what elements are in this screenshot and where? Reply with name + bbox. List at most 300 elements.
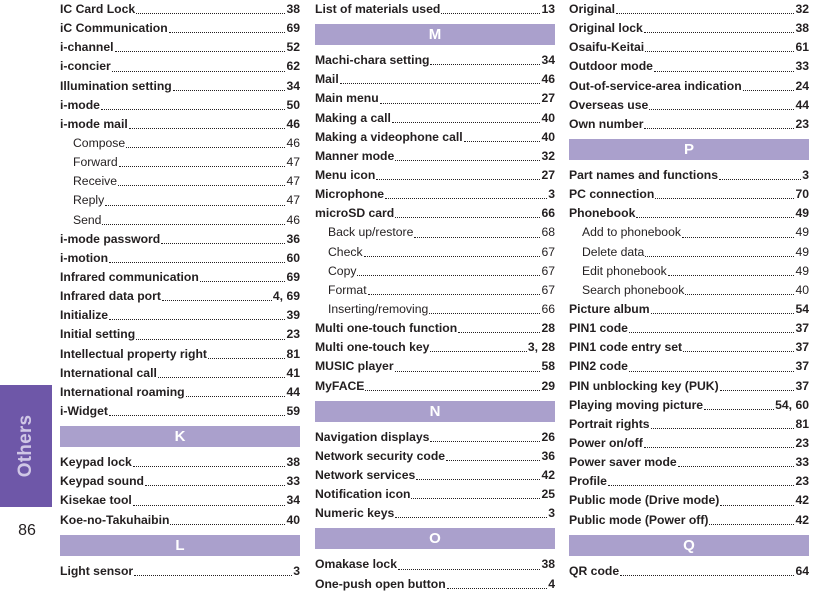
entry-term: i-mode [60, 97, 100, 112]
entry-page-ref: 67 [541, 282, 555, 297]
index-entry[interactable] [569, 19, 809, 38]
entry-term: i-mode password [60, 231, 161, 246]
entry-page-ref: 46 [286, 116, 300, 131]
entry-term: Multi one-touch function [315, 321, 458, 336]
index-entry[interactable] [569, 300, 809, 319]
entry-page-ref: 37 [795, 378, 809, 393]
index-entry[interactable] [315, 466, 555, 485]
dot-leader [119, 166, 286, 167]
dot-leader [430, 351, 526, 352]
entry-page-ref: 50 [286, 97, 300, 112]
entry-term: Check [328, 244, 363, 259]
dot-leader [655, 198, 794, 199]
entry-term: iC Communication [60, 21, 168, 36]
dot-leader [364, 256, 541, 257]
entry-term: PC connection [569, 187, 655, 202]
index-column-2 [315, 0, 555, 594]
dot-leader [385, 198, 547, 199]
index-subentry[interactable] [315, 300, 555, 319]
index-entry[interactable] [315, 166, 555, 185]
dot-leader [173, 90, 286, 91]
dot-leader [170, 524, 285, 525]
index-entry[interactable] [569, 185, 809, 204]
entry-term: Own number [569, 116, 644, 131]
index-entry[interactable] [315, 575, 555, 594]
entry-page-ref: 41 [286, 365, 300, 380]
dot-leader [644, 32, 795, 33]
dot-leader [636, 217, 794, 218]
entry-term: Phonebook [569, 206, 636, 221]
entry-page-ref: 62 [286, 59, 300, 74]
dot-leader [161, 243, 285, 244]
dot-leader [620, 575, 794, 576]
section-letter-heading: P [569, 139, 809, 160]
dot-leader [368, 294, 541, 295]
dot-leader [458, 332, 540, 333]
dot-leader [644, 447, 795, 448]
dot-leader [651, 428, 795, 429]
dot-leader [169, 32, 286, 33]
index-entry[interactable] [60, 57, 300, 76]
entry-page-ref: 23 [795, 435, 809, 450]
entry-term: Back up/restore [328, 225, 414, 240]
dot-leader [109, 415, 285, 416]
entry-page-ref: 46 [286, 135, 300, 150]
index-entry[interactable] [315, 70, 555, 89]
entry-term: i-mode mail [60, 116, 128, 131]
index-entry[interactable] [60, 249, 300, 268]
entry-term: Network security code [315, 448, 446, 463]
index-entry[interactable] [315, 51, 555, 70]
dot-leader [651, 313, 795, 314]
entry-page-ref: 46 [541, 72, 555, 87]
entry-page-ref: 36 [286, 231, 300, 246]
dot-leader [158, 377, 286, 378]
entry-term: Forward [73, 155, 118, 170]
entry-page-ref: 66 [541, 206, 555, 221]
entry-term: Infrared communication [60, 269, 199, 284]
dot-leader [464, 141, 541, 142]
entry-term: Reply [73, 193, 105, 208]
index-entry[interactable] [60, 491, 300, 510]
index-entry[interactable] [315, 109, 555, 128]
dot-leader [395, 517, 547, 518]
entry-page-ref: 39 [286, 308, 300, 323]
entry-term: Out-of-service-area indication [569, 78, 742, 93]
entry-page-ref: 42 [795, 512, 809, 527]
entry-page-ref: 4, 69 [272, 289, 300, 304]
entry-page-ref: 69 [286, 21, 300, 36]
entry-term: MUSIC player [315, 359, 394, 374]
index-entry[interactable] [60, 325, 300, 344]
section-letter-heading: K [60, 426, 300, 447]
entry-term: PIN1 code [569, 321, 628, 336]
index-entry[interactable] [569, 204, 809, 223]
index-subentry[interactable] [569, 262, 809, 281]
index-entry[interactable] [569, 511, 809, 530]
entry-page-ref: 42 [795, 493, 809, 508]
entry-term: International call [60, 365, 157, 380]
index-entry[interactable] [315, 89, 555, 108]
index-entry[interactable] [315, 128, 555, 147]
index-entry[interactable] [315, 0, 555, 19]
dot-leader [649, 109, 794, 110]
dot-leader [129, 128, 286, 129]
index-entry[interactable] [60, 287, 300, 306]
dot-leader [709, 524, 794, 525]
entry-term: Compose [73, 135, 126, 150]
dot-leader [365, 390, 540, 391]
dot-leader [380, 103, 541, 104]
index-entry[interactable] [569, 491, 809, 510]
entry-page-ref: 68 [541, 225, 555, 240]
dot-leader [109, 319, 285, 320]
entry-page-ref: 54, 60 [775, 397, 809, 412]
index-entry[interactable] [60, 472, 300, 491]
dot-leader [720, 390, 795, 391]
entry-page-ref: 27 [541, 91, 555, 106]
entry-term: One-push open button [315, 576, 446, 591]
dot-leader [645, 51, 794, 52]
entry-term: Initialize [60, 308, 109, 323]
entry-page-ref: 47 [286, 155, 300, 170]
entry-term: Microphone [315, 187, 385, 202]
index-entry[interactable] [60, 511, 300, 530]
dot-leader [115, 51, 286, 52]
entry-term: Search phonebook [582, 282, 685, 297]
dot-leader [685, 294, 794, 295]
entry-term: Omakase lock [315, 557, 397, 572]
index-subentry[interactable] [569, 223, 809, 242]
index-subentry[interactable] [569, 281, 809, 300]
entry-term: MyFACE [315, 378, 365, 393]
index-entry[interactable] [315, 485, 555, 504]
entry-page-ref: 32 [795, 1, 809, 16]
entry-term: PIN1 code entry set [569, 340, 683, 355]
dot-leader [682, 237, 794, 238]
entry-page-ref: 32 [541, 148, 555, 163]
entry-term: Profile [569, 474, 607, 489]
entry-term: Delete data [582, 244, 645, 259]
index-entry[interactable] [569, 377, 809, 396]
entry-page-ref: 3, 28 [527, 340, 555, 355]
entry-term: Keypad sound [60, 474, 144, 489]
entry-page-ref: 3 [548, 187, 555, 202]
section-letter-heading: N [315, 401, 555, 422]
index-entry[interactable] [569, 434, 809, 453]
entry-term: Part names and functions [569, 167, 718, 182]
dot-leader [392, 122, 541, 123]
index-entry[interactable] [60, 402, 300, 421]
index-subentry[interactable] [315, 281, 555, 300]
entry-term: Intellectual property right [60, 346, 207, 361]
index-entry[interactable] [60, 268, 300, 287]
section-letter-heading: Q [569, 535, 809, 556]
entry-page-ref: 49 [795, 206, 809, 221]
dot-leader [414, 237, 540, 238]
entry-term: Add to phonebook [582, 225, 681, 240]
dot-leader [200, 281, 286, 282]
entry-term: Osaifu-Keitai [569, 40, 645, 55]
index-entry[interactable] [569, 472, 809, 491]
entry-page-ref: 49 [795, 244, 809, 259]
index-entry[interactable] [569, 562, 809, 581]
index-entry[interactable] [569, 415, 809, 434]
entry-term: Initial setting [60, 327, 136, 342]
entry-term: Public mode (Power off) [569, 512, 709, 527]
entry-page-ref: 37 [795, 321, 809, 336]
entry-term: Mail [315, 72, 339, 87]
entry-term: i-concier [60, 59, 111, 74]
entry-term: Original lock [569, 21, 643, 36]
index-subentry[interactable] [315, 243, 555, 262]
entry-page-ref: 54 [795, 301, 809, 316]
index-entry[interactable] [60, 19, 300, 38]
dot-leader [109, 262, 285, 263]
index-entry[interactable] [315, 377, 555, 396]
entry-term: Picture album [569, 301, 650, 316]
entry-page-ref: 26 [541, 429, 555, 444]
entry-page-ref: 40 [541, 129, 555, 144]
index-entry[interactable] [315, 319, 555, 338]
index-entry[interactable] [569, 57, 809, 76]
index-subentry[interactable] [315, 223, 555, 242]
entry-page-ref: 38 [286, 1, 300, 16]
entry-term: Navigation displays [315, 429, 430, 444]
entry-page-ref: 81 [286, 346, 300, 361]
entry-page-ref: 38 [795, 21, 809, 36]
entry-term: Manner mode [315, 148, 395, 163]
index-entry[interactable] [60, 306, 300, 325]
entry-term: Receive [73, 174, 118, 189]
dot-leader [136, 339, 285, 340]
entry-page-ref: 37 [795, 359, 809, 374]
index-entry[interactable] [315, 447, 555, 466]
dot-leader [608, 485, 795, 486]
dot-leader [376, 179, 540, 180]
entry-page-ref: 69 [286, 269, 300, 284]
entry-term: Outdoor mode [569, 59, 653, 74]
entry-term: Illumination setting [60, 78, 172, 93]
entry-page-ref: 23 [795, 474, 809, 489]
entry-page-ref: 33 [795, 59, 809, 74]
entry-term: Portrait rights [569, 416, 650, 431]
entry-term: Making a call [315, 110, 391, 125]
dot-leader [704, 409, 774, 410]
dot-leader [629, 332, 795, 333]
entry-term: PIN2 code [569, 359, 628, 374]
entry-page-ref: 49 [795, 225, 809, 240]
index-entry[interactable] [315, 504, 555, 523]
dot-leader [683, 351, 794, 352]
entry-page-ref: 59 [286, 403, 300, 418]
index-entry[interactable] [569, 115, 809, 134]
entry-term: Making a videophone call [315, 129, 463, 144]
index-subentry[interactable] [60, 172, 300, 191]
entry-page-ref: 24 [795, 78, 809, 93]
index-entry[interactable] [315, 428, 555, 447]
index-entry[interactable] [315, 147, 555, 166]
index-entry[interactable] [315, 204, 555, 223]
section-letter-heading: L [60, 535, 300, 556]
entry-term: Send [73, 212, 102, 227]
dot-leader [720, 505, 794, 506]
entry-term: Keypad lock [60, 455, 132, 470]
index-entry[interactable] [315, 338, 555, 357]
index-subentry[interactable] [569, 243, 809, 262]
entry-page-ref: 67 [541, 244, 555, 259]
index-entry[interactable] [569, 319, 809, 338]
index-entry[interactable] [315, 357, 555, 376]
dot-leader [105, 205, 285, 206]
index-entry[interactable] [60, 345, 300, 364]
dot-leader [398, 569, 540, 570]
index-entry[interactable] [569, 166, 809, 185]
index-entry[interactable] [60, 230, 300, 249]
entry-page-ref: 38 [541, 557, 555, 572]
entry-term: Koe-no-Takuhaibin [60, 512, 170, 527]
dot-leader [430, 441, 540, 442]
section-tab [0, 385, 52, 507]
section-tab-label: Others [15, 414, 37, 478]
entry-term: Playing moving picture [569, 397, 704, 412]
entry-term: Menu icon [315, 167, 376, 182]
dot-leader [186, 396, 286, 397]
entry-page-ref: 49 [795, 263, 809, 278]
index-subentry[interactable] [60, 153, 300, 172]
dot-leader [441, 13, 540, 14]
entry-term: Machi-chara setting [315, 53, 430, 68]
index-subentry[interactable] [60, 134, 300, 153]
entry-page-ref: 3 [802, 167, 809, 182]
index-column-1 [60, 0, 300, 581]
dot-leader [134, 575, 292, 576]
index-entry[interactable] [569, 357, 809, 376]
index-subentry[interactable] [315, 262, 555, 281]
entry-term: Notification icon [315, 487, 411, 502]
sidebar [0, 0, 52, 542]
entry-page-ref: 33 [286, 474, 300, 489]
entry-page-ref: 40 [541, 110, 555, 125]
index-entry[interactable] [60, 383, 300, 402]
dot-leader [162, 300, 272, 301]
entry-term: Infrared data port [60, 289, 161, 304]
index-subentry[interactable] [60, 211, 300, 230]
dot-leader [678, 466, 795, 467]
entry-term: Kisekae tool [60, 493, 132, 508]
dot-leader [743, 90, 795, 91]
index-entry[interactable] [60, 96, 300, 115]
dot-leader [616, 13, 794, 14]
index-entry[interactable] [569, 396, 809, 415]
dot-leader [340, 83, 541, 84]
entry-term: Power on/off [569, 435, 643, 450]
entry-term: Main menu [315, 91, 379, 106]
entry-term: Power saver mode [569, 455, 677, 470]
entry-term: microSD card [315, 206, 395, 221]
index-entry[interactable] [60, 38, 300, 57]
index-entry[interactable] [315, 555, 555, 574]
entry-page-ref: 44 [286, 384, 300, 399]
index-column-3 [569, 0, 809, 581]
entry-term: i-channel [60, 40, 114, 55]
entry-page-ref: 25 [541, 487, 555, 502]
entry-term: i-Widget [60, 403, 108, 418]
dot-leader [668, 275, 795, 276]
entry-page-ref: 29 [541, 378, 555, 393]
page-number: 86 [18, 522, 36, 539]
dot-leader [357, 275, 540, 276]
entry-page-ref: 60 [286, 250, 300, 265]
index-entry[interactable] [60, 0, 300, 19]
entry-page-ref: 37 [795, 340, 809, 355]
dot-leader [145, 485, 285, 486]
index-subentry[interactable] [60, 191, 300, 210]
entry-page-ref: 28 [541, 321, 555, 336]
dot-leader [645, 256, 794, 257]
dot-leader [429, 313, 540, 314]
index-entry[interactable] [60, 562, 300, 581]
entry-page-ref: 44 [795, 97, 809, 112]
entry-page-ref: 23 [795, 116, 809, 131]
index-entry[interactable] [60, 115, 300, 134]
index-entry[interactable] [569, 96, 809, 115]
index-entry[interactable] [569, 38, 809, 57]
dot-leader [430, 64, 540, 65]
entry-page-ref: 47 [286, 193, 300, 208]
entry-term: Edit phonebook [582, 263, 667, 278]
entry-page-ref: 64 [795, 563, 809, 578]
entry-term: PIN unblocking key (PUK) [569, 378, 719, 393]
entry-page-ref: 23 [286, 327, 300, 342]
dot-leader [644, 128, 794, 129]
entry-page-ref: 40 [795, 282, 809, 297]
entry-term: QR code [569, 563, 620, 578]
entry-page-ref: 4 [548, 576, 555, 591]
entry-page-ref: 47 [286, 174, 300, 189]
dot-leader [395, 160, 540, 161]
entry-term: International roaming [60, 384, 185, 399]
index-entry[interactable] [60, 77, 300, 96]
index-entry[interactable] [60, 453, 300, 472]
entry-page-ref: 40 [286, 512, 300, 527]
index-entry[interactable] [315, 185, 555, 204]
entry-term: Inserting/removing [328, 301, 429, 316]
dot-leader [629, 371, 795, 372]
dot-leader [126, 147, 285, 148]
entry-page-ref: 58 [541, 359, 555, 374]
entry-term: Copy [328, 263, 357, 278]
entry-term: Original [569, 1, 616, 16]
index-entry[interactable] [569, 77, 809, 96]
entry-term: Multi one-touch key [315, 340, 430, 355]
dot-leader [102, 224, 285, 225]
entry-page-ref: 52 [286, 40, 300, 55]
entry-term: Public mode (Drive mode) [569, 493, 720, 508]
entry-page-ref: 34 [286, 78, 300, 93]
index-entry[interactable] [569, 0, 809, 19]
entry-page-ref: 42 [541, 467, 555, 482]
entry-term: i-motion [60, 250, 109, 265]
entry-page-ref: 3 [293, 563, 300, 578]
index-entry[interactable] [569, 453, 809, 472]
dot-leader [719, 179, 801, 180]
index-entry[interactable] [60, 364, 300, 383]
entry-page-ref: 33 [795, 455, 809, 470]
dot-leader [133, 505, 286, 506]
dot-leader [447, 588, 548, 589]
index-entry[interactable] [569, 338, 809, 357]
